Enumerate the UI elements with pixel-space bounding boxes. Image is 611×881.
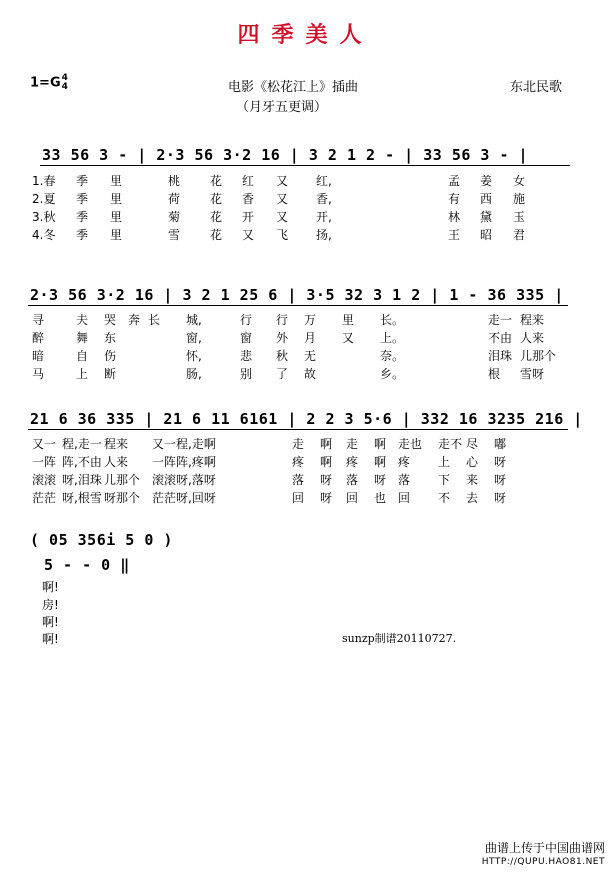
lyric-word: 尽 <box>466 437 479 451</box>
lyric-word: 断 <box>104 367 117 381</box>
lyric-word: 舞 <box>76 331 89 345</box>
lyric-word: 泪珠 <box>488 349 513 363</box>
lyric-word: 4.冬 <box>32 228 56 242</box>
lyric-word: 来 <box>466 473 479 487</box>
lyric-word: 程来 <box>520 313 545 327</box>
lyric-word: 呀 <box>494 473 507 487</box>
lyric-word: 程来 <box>104 437 129 451</box>
lyric-word: 3.秋 <box>32 210 56 224</box>
lyric-word: 里 <box>110 228 123 242</box>
lyric-word: 外 <box>276 331 289 345</box>
lyric-word: 醉 <box>32 331 45 345</box>
lyric-word: 一阵 <box>32 455 57 469</box>
lyric-word: 东 <box>104 331 117 345</box>
lyric-word: 又 <box>276 210 289 224</box>
lyric-word: 呀 <box>494 455 507 469</box>
lyric-word: 王 <box>448 228 461 242</box>
time-top: 4 <box>61 73 68 83</box>
coda-lyric-2: 房! <box>42 598 59 612</box>
lyric-word: 啊 <box>320 455 333 469</box>
lyric-word: 季 <box>76 210 89 224</box>
credit-text: sunzp制谱20110727. <box>342 632 457 645</box>
lyric-word: 里 <box>110 174 123 188</box>
lyric-word: 季 <box>76 174 89 188</box>
lyric-word: 红 <box>242 174 255 188</box>
lyric-word: 秋 <box>276 349 289 363</box>
lyric-word: 怀, <box>186 349 202 363</box>
lyric-word: 里 <box>342 313 355 327</box>
lyric-word: 花 <box>210 192 223 206</box>
lyric-word: 滚滚 <box>152 473 177 487</box>
lyric-word: 玉 <box>513 210 526 224</box>
lyric-word: 呀 <box>320 491 333 505</box>
lyric-word: 人来 <box>104 455 129 469</box>
lyric-word: 程,走啊 <box>176 437 216 451</box>
lyric-word: 姜 <box>480 174 493 188</box>
coda-lyric-4: 啊! <box>42 632 59 646</box>
lyric-word: 去 <box>466 491 479 505</box>
lyric-word: 香, <box>316 192 332 206</box>
lyric-word: 长 <box>148 313 161 327</box>
lyric-word: 行 <box>276 313 289 327</box>
underline-row-1 <box>40 165 570 166</box>
lyric-word: 走 <box>292 437 305 451</box>
lyric-word: 万 <box>304 313 317 327</box>
lyric-word: 故 <box>304 367 317 381</box>
lyric-word: 君 <box>513 228 526 242</box>
lyric-word: 哭 <box>104 313 117 327</box>
lyric-word: 呀,根雪 <box>62 491 102 505</box>
lyric-word: 马 <box>32 367 45 381</box>
lyric-word: 呀 <box>320 473 333 487</box>
subtitle: 电影《松花江上》插曲 <box>228 80 359 95</box>
lyric-word: 窗, <box>186 331 202 345</box>
lyric-word: 上。 <box>380 331 405 345</box>
lyric-word: 行 <box>240 313 253 327</box>
lyric-word: 落 <box>346 473 359 487</box>
time-bottom: 4 <box>61 82 68 92</box>
lyric-word: 又 <box>342 331 355 345</box>
lyric-word: 儿那个 <box>520 349 557 363</box>
lyric-word: 又 <box>276 174 289 188</box>
lyric-word: 心 <box>466 455 479 469</box>
lyric-word: 自 <box>76 349 89 363</box>
lyric-word: 呀,落呀 <box>176 473 216 487</box>
lyric-word: 又 <box>276 192 289 206</box>
footer-url: HTTP://QUPU.HAO81.NET <box>481 857 605 867</box>
lyric-word: 花 <box>210 228 223 242</box>
lyric-word: 一阵 <box>152 455 177 469</box>
lyric-word: 西 <box>480 192 493 206</box>
lyric-word: 啊 <box>374 437 387 451</box>
lyric-word: 季 <box>76 228 89 242</box>
lyric-word: 疼 <box>292 455 305 469</box>
lyric-word: 无 <box>304 349 317 363</box>
lyric-word: 昭 <box>480 228 493 242</box>
lyric-word: 滚滚 <box>32 473 57 487</box>
lyric-word: 菊 <box>168 210 181 224</box>
notes-row-1: 33 56 3 - | 2·3 56 3·2 16 | 3 2 1 2 - | 33 56 3 - | <box>42 146 529 164</box>
lyric-word: 花 <box>210 174 223 188</box>
lyric-word: 桃 <box>168 174 181 188</box>
lyric-word: 茫茫 <box>152 491 177 505</box>
lyric-word: 疼 <box>346 455 359 469</box>
lyric-word: 夫 <box>76 313 89 327</box>
lyric-word: 也 <box>374 491 387 505</box>
lyric-word: 月 <box>304 331 317 345</box>
lyric-word: 有 <box>448 192 461 206</box>
lyric-word: 又 <box>242 228 255 242</box>
lyric-word: 上 <box>438 455 451 469</box>
lyric-word: 走也 <box>398 437 423 451</box>
lyric-word: 又一 <box>152 437 177 451</box>
lyric-word: 乡。 <box>380 367 405 381</box>
key-label: 1=G <box>30 75 61 91</box>
lyric-word: 不 <box>438 491 451 505</box>
lyric-word: 里 <box>110 192 123 206</box>
underline-row-3 <box>28 429 568 430</box>
lyric-word: 寻 <box>32 313 45 327</box>
lyric-word: 别 <box>240 367 253 381</box>
lyric-word: 呀 <box>374 473 387 487</box>
lyric-word: 落 <box>292 473 305 487</box>
lyric-word: 雪呀 <box>520 367 545 381</box>
key-signature <box>30 74 68 92</box>
subtitle-note: （月牙五更调） <box>236 100 328 115</box>
lyric-word: 疼 <box>398 455 411 469</box>
lyric-word: 走不 <box>438 437 463 451</box>
lyric-word: 回 <box>346 491 359 505</box>
lyric-word: 回 <box>292 491 305 505</box>
lyric-word: 儿那个 <box>104 473 141 487</box>
lyric-word: 奈。 <box>380 349 405 363</box>
lyric-word: 女 <box>513 174 526 188</box>
origin-label: 东北民歌 <box>510 80 563 95</box>
lyric-word: 孟 <box>448 174 461 188</box>
coda-lyric-1: 啊! <box>42 580 59 594</box>
notes-row-3: 21 6 36 335 | 21 6 11 6161 | 2 2 3 5·6 | 332 16 3235 216 | <box>30 410 583 428</box>
lyric-word: 雪 <box>168 228 181 242</box>
lyric-word: 施 <box>513 192 526 206</box>
lyric-word: 人来 <box>520 331 545 345</box>
lyric-word: 奔 <box>128 313 141 327</box>
site-footer <box>482 841 605 869</box>
lyric-word: 啊 <box>374 455 387 469</box>
lyric-word: 林 <box>448 210 461 224</box>
footer-line-1: 曲谱上传于中国曲谱网 <box>484 841 605 855</box>
lyric-word: 根 <box>488 367 501 381</box>
lyric-word: 程,走一 <box>62 437 102 451</box>
lyric-word: 肠, <box>186 367 202 381</box>
underline-row-2 <box>28 305 568 306</box>
lyric-word: 香 <box>242 192 255 206</box>
lyric-word: 荷 <box>168 192 181 206</box>
lyric-word: 红, <box>316 174 332 188</box>
notes-row-2: 2·3 56 3·2 16 | 3 2 1 25 6 | 3·5 32 3 1 2 | 1 - 36 335 | <box>30 286 564 304</box>
lyric-word: 飞 <box>276 228 289 242</box>
lyric-word: 呀那个 <box>104 491 141 505</box>
lyric-word: 了 <box>276 367 289 381</box>
lyric-word: 伤 <box>104 349 117 363</box>
lyric-word: 花 <box>210 210 223 224</box>
lyric-word: 1.春 <box>32 174 56 188</box>
coda-lyric-3: 啊! <box>42 615 59 629</box>
lyric-word: 暗 <box>32 349 45 363</box>
lyric-word: 开 <box>242 210 255 224</box>
lyric-word: 扬, <box>316 228 332 242</box>
coda-notes-bottom: 5 - - 0 ‖ <box>44 556 130 574</box>
lyric-word: 呀 <box>494 491 507 505</box>
lyric-word: 啊 <box>320 437 333 451</box>
lyric-word: 呀,回呀 <box>176 491 216 505</box>
lyric-word: 不由 <box>488 331 513 345</box>
lyric-word: 长。 <box>380 313 405 327</box>
lyric-word: 上 <box>76 367 89 381</box>
lyric-word: 窗 <box>240 331 253 345</box>
lyric-word: 茫茫 <box>32 491 57 505</box>
lyric-word: 走一 <box>488 313 513 327</box>
lyric-word: 走 <box>346 437 359 451</box>
coda-notes-top: ( 05 356i 5 0 ) <box>30 531 173 549</box>
lyric-word: 阵,疼啊 <box>176 455 216 469</box>
lyric-word: 落 <box>398 473 411 487</box>
lyric-word: 悲 <box>240 349 253 363</box>
lyric-word: 开, <box>316 210 332 224</box>
time-signature <box>62 74 68 92</box>
lyric-word: 阵,不由 <box>62 455 102 469</box>
lyric-word: 嘟 <box>494 437 507 451</box>
lyric-word: 城, <box>186 313 202 327</box>
lyric-word: 里 <box>110 210 123 224</box>
lyric-word: 季 <box>76 192 89 206</box>
lyric-word: 2.夏 <box>32 192 56 206</box>
page-title: 四季美人 <box>237 23 374 48</box>
lyric-word: 呀,泪珠 <box>62 473 102 487</box>
lyric-word: 下 <box>438 473 451 487</box>
lyric-word: 黛 <box>480 210 493 224</box>
lyric-word: 回 <box>398 491 411 505</box>
lyric-word: 又一 <box>32 437 57 451</box>
